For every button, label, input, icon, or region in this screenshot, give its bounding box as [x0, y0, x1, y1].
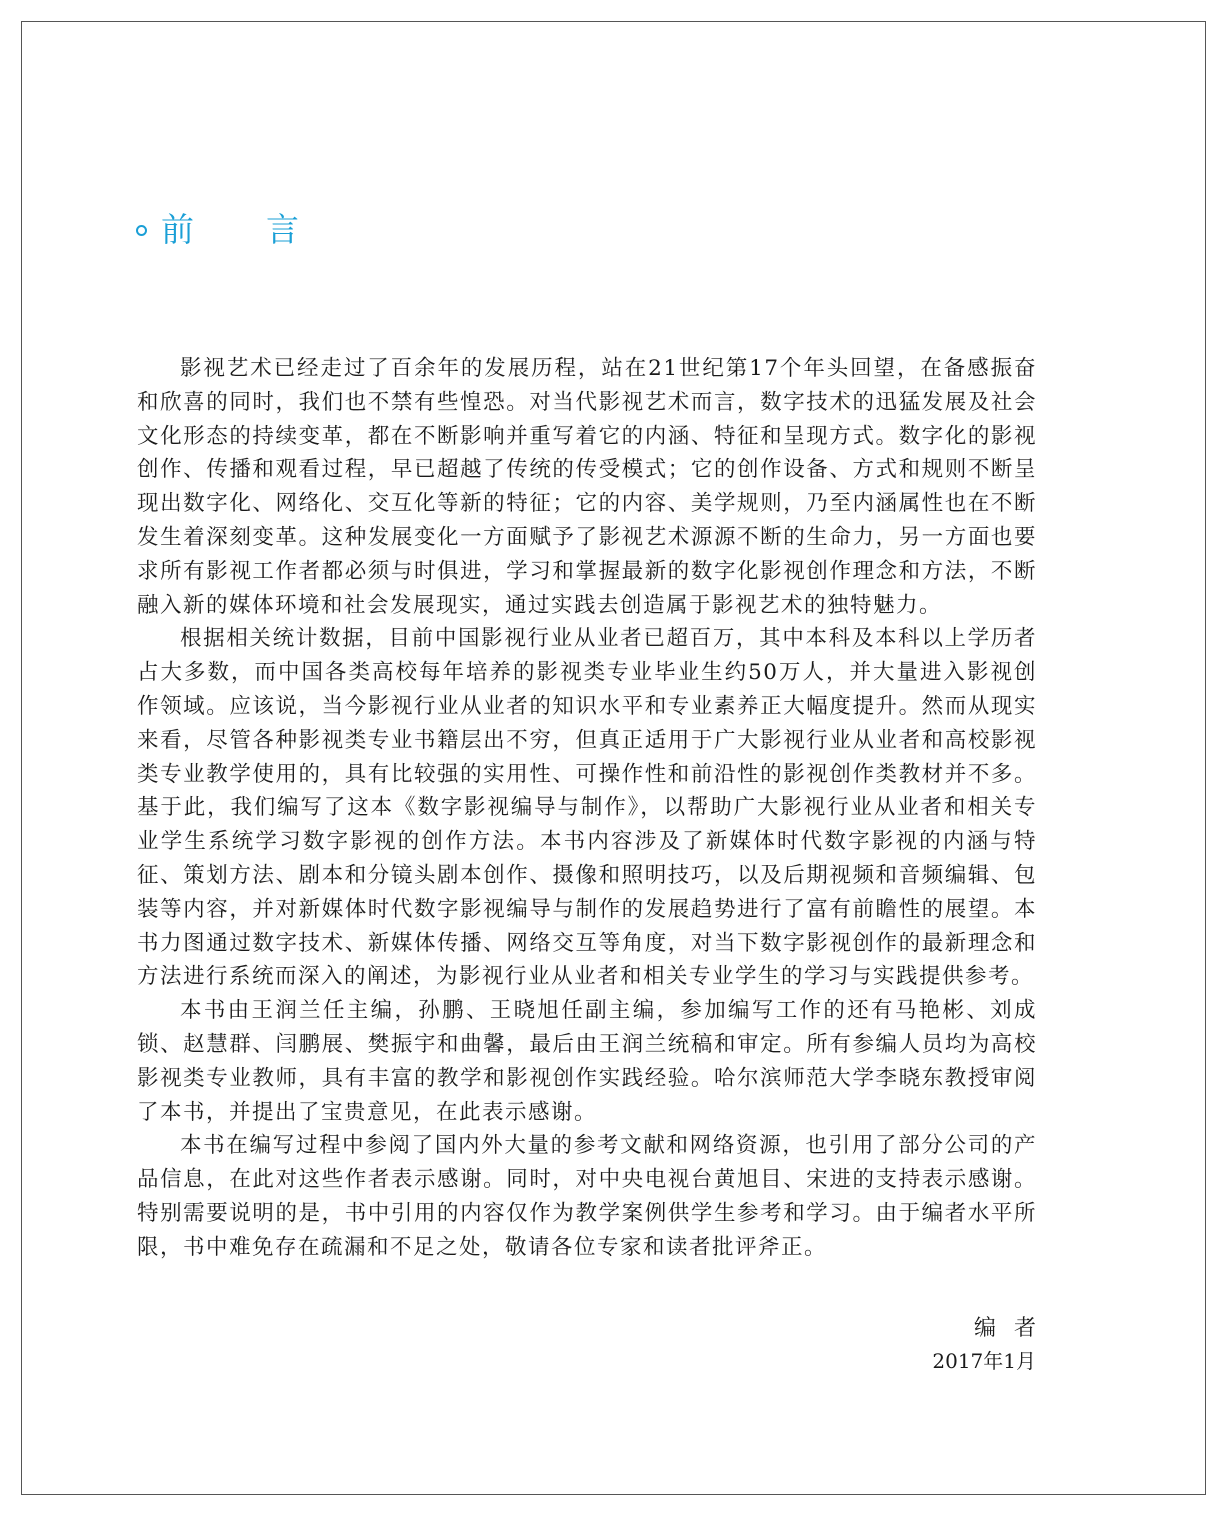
preface-body [137, 352, 1037, 1265]
paragraph-4: 本书在编写过程中参阅了国内外大量的参考文献和网络资源，也引用了部分公司的产品信息，在此对这些作者表示感谢。同时，对中央电视台黄旭目、宋进的支持表示感谢。特别需要说明的是，书中引用的内容仅作为教学案例供学生参考和学习。由于编者水平所限，书中难免存在疏漏和不足之处，敬请各位专家和读者批评斧正。 [137, 1133, 1037, 1260]
preface-heading [136, 206, 371, 254]
page-title: 前言 [161, 210, 371, 249]
paragraph-1: 影视艺术已经走过了百余年的发展历程，站在21世纪第17个年头回望，在备感振奋和欣喜的同时，我们也不禁有些惶恐。对当代影视艺术而言，数字技术的迅猛发展及社会文化形态的持续变革，都在不断影响并重写着它的内涵、特征和呈现方式。数字化的影视创作、传播和观看过程，早已超越了传统的传受模式；它的创作设备、方式和规则不断呈现出数字化、网络化、交互化等新的特征；它的内容、美学规则，乃至内涵属性也在不断发生着深刻变革。这种发展变化一方面赋予了影视艺术源源不断的生命力，另一方面也要求所有影视工作者都必须与时俱进，学习和掌握最新的数字化影视创作理念和方法，不断融入新的媒体环境和社会发展现实，通过实践去创造属于影视艺术的独特魅力。 [137, 356, 1037, 618]
signature-block [932, 1313, 1054, 1377]
circle-bullet-icon [136, 225, 147, 236]
paragraph-2: 根据相关统计数据，目前中国影视行业从业者已超百万，其中本科及本科以上学历者占大多数，而中国各类高校每年培养的影视类专业毕业生约50万人，并大量进入影视创作领域。应该说，当今影视行业从业者的知识水平和专业素养正大幅度提升。然而从现实来看，尽管各种影视类专业书籍层出不穷，但真正适用于广大影视行业从业者和高校影视类专业教学使用的，具有比较强的实用性、可操作性和前沿性的影视创作类教材并不多。基于此，我们编写了这本《数字影视编导与制作》，以帮助广大影视行业从业者和相关专业学生系统学习数字影视的创作方法。本书内容涉及了新媒体时代数字影视的内涵与特征、策划方法、剧本和分镜头剧本创作、摄像和照明技巧，以及后期视频和音频编辑、包装等内容，并对新媒体时代数字影视编导与制作的发展趋势进行了富有前瞻性的展望。本书力图通过数字技术、新媒体传播、网络交互等角度，对当下数字影视创作的最新理念和方法进行系统而深入的阐述，为影视行业从业者和相关专业学生的学习与实践提供参考。 [137, 626, 1037, 990]
signature-author: 编者 [973, 1316, 1054, 1341]
paragraph-3: 本书由王润兰任主编，孙鹏、王晓旭任副主编，参加编写工作的还有马艳彬、刘成锁、赵慧群、闫鹏展、樊振宇和曲馨，最后由王润兰统稿和审定。所有参编人员均为高校影视类专业教师，具有丰富的教学和影视创作实践经验。哈尔滨师范大学李晓东教授审阅了本书，并提出了宝贵意见，在此表示感谢。 [137, 998, 1037, 1125]
signature-date: 2017年1月 [932, 1349, 1036, 1373]
